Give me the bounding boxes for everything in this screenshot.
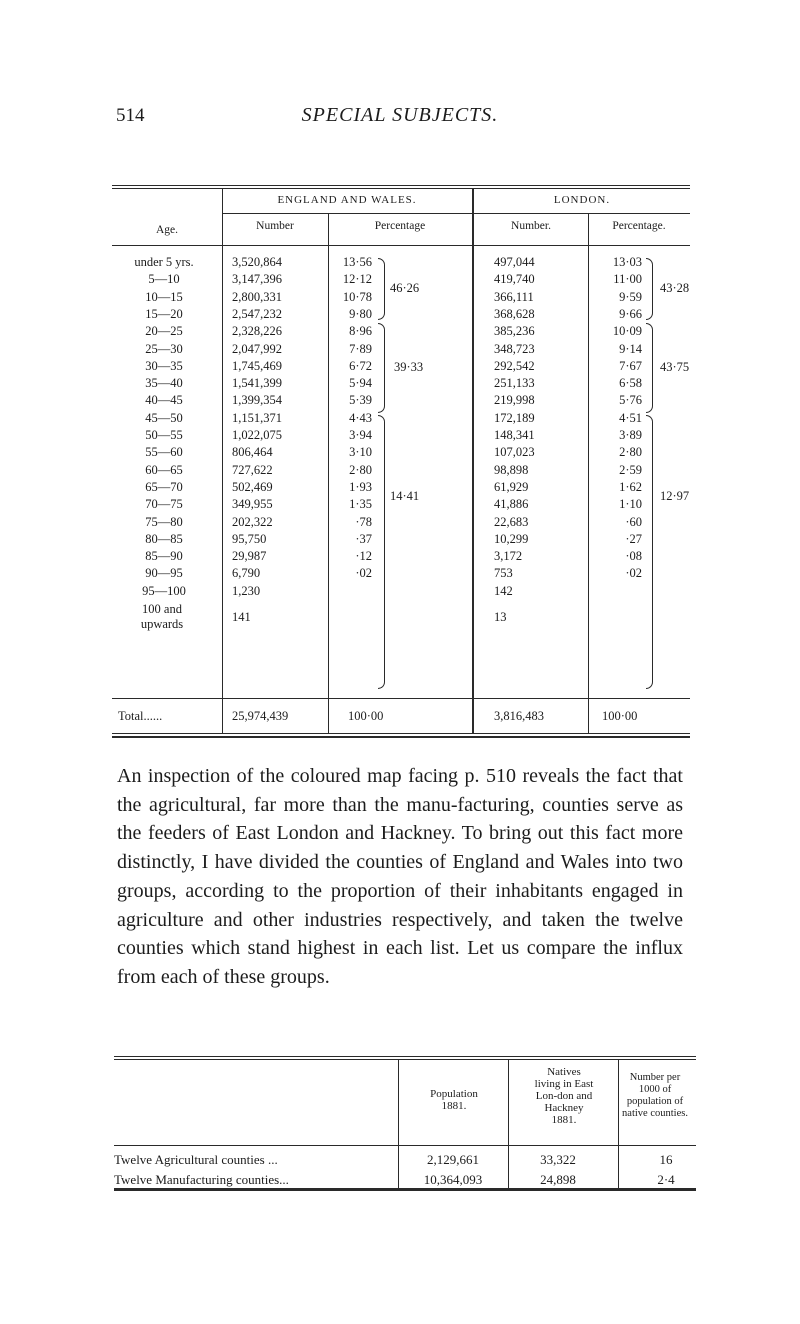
london-percentage-cell: 11·00	[613, 272, 642, 287]
london-number-cell: 3,172	[494, 549, 523, 564]
ew-percentage-cell: 8·96	[349, 324, 372, 339]
page-number: 514	[116, 105, 145, 126]
london-inner-divider	[588, 214, 589, 733]
london-percentage-cell: 9·59	[619, 289, 642, 304]
age-cell: 85—90	[145, 549, 183, 564]
london-percentage-cell: 10·09	[612, 324, 642, 339]
ew-percentage-cell: 1·35	[349, 497, 372, 512]
london-number-cell: 142	[494, 583, 513, 598]
london-group-total: 12·97	[660, 489, 690, 503]
total-label: Total......	[118, 709, 163, 723]
population-header: Population 1881.	[430, 1088, 478, 1112]
ew-number-cell: 727,622	[232, 462, 273, 477]
london-heading: LONDON.	[553, 194, 611, 206]
column-divider	[618, 1060, 619, 1188]
london-number-cell: 41,886	[494, 497, 529, 512]
bottom-rule	[114, 1188, 696, 1191]
london-percentage-cell: 5·76	[619, 393, 642, 408]
age-cell: 30—35	[145, 358, 183, 373]
london-number-cell: 292,542	[494, 358, 535, 373]
ew-number-cell: 1,151,371	[232, 410, 282, 425]
age-cell: 95—100	[142, 583, 186, 598]
london-percentage-cell: 2·59	[619, 462, 642, 477]
running-head: SPECIAL SUBJECTS.	[301, 104, 499, 126]
ew-number-cell: 502,469	[232, 479, 273, 494]
row-label: Twelve Agricultural counties ...	[114, 1152, 278, 1167]
ew-percentage-cell: 13·56	[342, 255, 372, 269]
ew-percentage-cell: 2·80	[349, 462, 372, 477]
age-cell: 15—20	[145, 306, 183, 321]
ew-percentage-cell: 5·39	[349, 393, 372, 408]
ew-group-total: 14·41	[390, 489, 420, 503]
natives-value: 33,322	[540, 1152, 576, 1167]
ew-number-cell: 3,147,396	[232, 272, 282, 287]
age-cell: 25—30	[145, 341, 183, 356]
ew-number-cell: 1,541,399	[232, 376, 282, 391]
london-group-total: 43·28	[660, 281, 690, 295]
london-percentage-cell: 7·67	[619, 358, 642, 373]
ew-number-cell: 2,328,226	[232, 324, 282, 339]
ew-number-cell: 141	[232, 610, 251, 624]
header-rule	[114, 1145, 696, 1146]
london-brace-group-3	[646, 415, 653, 689]
total-ew-number: 25,974,439	[232, 709, 289, 723]
row-label: Twelve Manufacturing counties...	[114, 1172, 289, 1187]
age-cell: 70—75	[145, 497, 183, 512]
ew-number-cell: 202,322	[232, 514, 273, 529]
ew-number-cell: 2,800,331	[232, 289, 282, 304]
top-rule	[114, 1056, 696, 1057]
population-value: 2,129,661	[427, 1152, 479, 1167]
london-number-cell: 368,628	[494, 306, 535, 321]
column-divider	[398, 1060, 399, 1188]
age-cell: 50—55	[145, 428, 183, 442]
england-wales-heading: ENGLAND AND WALES.	[277, 194, 417, 206]
age-cell: 40—45	[145, 393, 183, 408]
london-percentage-cell: 9·14	[619, 341, 642, 356]
ew-percentage-cell: 12·12	[342, 272, 372, 287]
ew-number-cell: 2,047,992	[232, 341, 282, 356]
london-number-cell: 61,929	[494, 479, 529, 494]
ew-number-cell: 3,520,864	[232, 255, 282, 269]
per-1000-header: Number per 1000 of population of native counties.	[622, 1072, 688, 1119]
column-divider	[508, 1060, 509, 1188]
age-cell: 100 and upwards	[140, 602, 184, 631]
ew-number-cell: 29,987	[232, 549, 267, 564]
per-1000-value: 2·4	[657, 1172, 675, 1187]
london-percentage-cell: ·08	[625, 549, 642, 564]
london-percentage-cell: 9·66	[619, 306, 642, 321]
top-rule-2	[114, 1059, 696, 1060]
age-column-header: Age.	[155, 224, 179, 236]
ew-number-cell: 2,547,232	[232, 306, 282, 321]
age-cell: 65—70	[145, 479, 183, 494]
ew-percentage-cell: 10·78	[342, 289, 372, 304]
london-percentage-cell: 3·89	[619, 428, 642, 442]
age-cell: 20—25	[145, 324, 183, 339]
age-cell: 10—15	[145, 289, 183, 304]
header-rule	[112, 245, 690, 246]
london-percentage-cell: 1·10	[619, 497, 642, 512]
top-rule	[112, 185, 690, 186]
ew-percentage-cell: 7·89	[349, 341, 372, 356]
county-influx-table	[114, 1056, 696, 1191]
total-ew-percentage: 100·00	[348, 709, 384, 723]
ew-brace-group-3	[378, 415, 385, 689]
per-1000-value: 16	[659, 1152, 673, 1167]
age-cell: 90—95	[145, 566, 183, 581]
london-percentage-header: Percentage.	[612, 220, 666, 232]
natives-value: 24,898	[540, 1172, 576, 1187]
ew-percentage-cell: 3·10	[349, 445, 372, 460]
london-percentage-cell: 4·51	[619, 410, 642, 425]
age-cell: 5—10	[148, 272, 180, 287]
ew-percentage-cell: 6·72	[349, 358, 372, 373]
london-number-cell: 419,740	[494, 272, 535, 287]
total-rule	[112, 698, 690, 699]
ew-percentage-cell: 5·94	[349, 376, 372, 391]
ew-number-header: Number	[256, 220, 294, 232]
ew-number-cell: 6,790	[232, 566, 261, 581]
london-group-total: 43·75	[660, 360, 690, 374]
london-percentage-cell: 13·03	[612, 255, 642, 269]
london-percentage-cell: ·60	[625, 514, 642, 529]
ew-percentage-cell: ·02	[355, 566, 372, 581]
london-number-cell: 348,723	[494, 341, 535, 356]
ew-percentage-cell: 9·80	[349, 306, 372, 321]
london-number-header: Number.	[511, 220, 551, 232]
ew-number-cell: 349,955	[232, 497, 273, 512]
bottom-rule	[112, 733, 690, 734]
london-percentage-cell: 2·80	[619, 445, 642, 460]
london-brace-group-2	[646, 323, 653, 413]
ew-percentage-cell: ·12	[355, 549, 372, 564]
london-number-cell: 107,023	[494, 445, 535, 460]
london-number-cell: 98,898	[494, 462, 529, 477]
ew-percentage-cell: 1·93	[349, 479, 372, 494]
natives-header: Natives living in East Lon-don and Hackney 1881.	[534, 1066, 594, 1126]
london-number-cell: 753	[494, 566, 513, 581]
age-cell: 35—40	[145, 376, 183, 391]
london-percentage-cell: 1·62	[619, 479, 642, 494]
ew-brace-group-1	[378, 258, 385, 320]
ew-number-cell: 1,230	[232, 583, 261, 598]
age-cell: 75—80	[145, 514, 183, 529]
london-number-cell: 10,299	[494, 531, 529, 546]
london-number-cell: 385,236	[494, 324, 535, 339]
age-cell: 60—65	[145, 462, 183, 477]
ew-percentage-cell: ·37	[355, 531, 372, 546]
london-brace-group-1	[646, 258, 653, 320]
age-cell: 80—85	[145, 531, 183, 546]
london-number-cell: 172,189	[494, 410, 535, 425]
ew-number-cell: 1,022,075	[232, 428, 282, 442]
ew-percentage-header: Percentage	[374, 220, 426, 232]
ew-group-total: 46·26	[390, 281, 420, 295]
london-number-cell: 366,111	[494, 289, 534, 304]
group-divider	[222, 213, 690, 214]
ew-number-cell: 806,464	[232, 445, 273, 460]
london-percentage-cell: ·02	[625, 566, 642, 581]
ew-number-cell: 1,745,469	[232, 358, 282, 373]
age-cell: under 5 yrs.	[134, 255, 194, 269]
age-column-divider	[222, 189, 223, 733]
age-cell: 45—50	[145, 410, 183, 425]
london-number-cell: 219,998	[494, 393, 535, 408]
london-percentage-cell: ·27	[625, 531, 642, 546]
london-number-cell: 148,341	[494, 428, 535, 442]
london-number-cell: 497,044	[494, 255, 535, 269]
ew-percentage-cell: ·78	[355, 514, 372, 529]
total-london-percentage: 100·00	[602, 709, 638, 723]
london-number-cell: 251,133	[494, 376, 535, 391]
age-cell: 55—60	[145, 445, 183, 460]
london-number-cell: 13	[494, 610, 507, 624]
ew-group-total: 39·33	[394, 360, 424, 374]
ew-percentage-cell: 3·94	[349, 428, 372, 442]
ew-brace-group-2	[378, 323, 385, 413]
london-percentage-cell: 6·58	[619, 376, 642, 391]
bottom-rule-2	[112, 736, 690, 738]
ew-number-cell: 1,399,354	[232, 393, 282, 408]
body-paragraph: An inspection of the coloured map facing p. 510 reveals the fact that the agricultural, far more than the manu-facturing, counties serve as the feeders of East London and Hackney. To bring out this fact more distinctly, I have divided the counties of England and Wales into two groups, according to the proportion of their inhabitants engaged in agriculture and other industries respectively, and taken the twelve counties which stand highest in each list. Let us compare the influx from each of these groups.	[117, 765, 683, 988]
ew-percentage-cell: 4·43	[349, 410, 372, 425]
ew-number-cell: 95,750	[232, 531, 267, 546]
ew-inner-divider	[328, 214, 329, 733]
population-value: 10,364,093	[423, 1172, 483, 1187]
london-divider	[472, 189, 474, 733]
total-london-number: 3,816,483	[494, 709, 544, 723]
age-distribution-table	[112, 185, 690, 742]
top-rule-2	[112, 188, 690, 189]
london-number-cell: 22,683	[494, 514, 529, 529]
